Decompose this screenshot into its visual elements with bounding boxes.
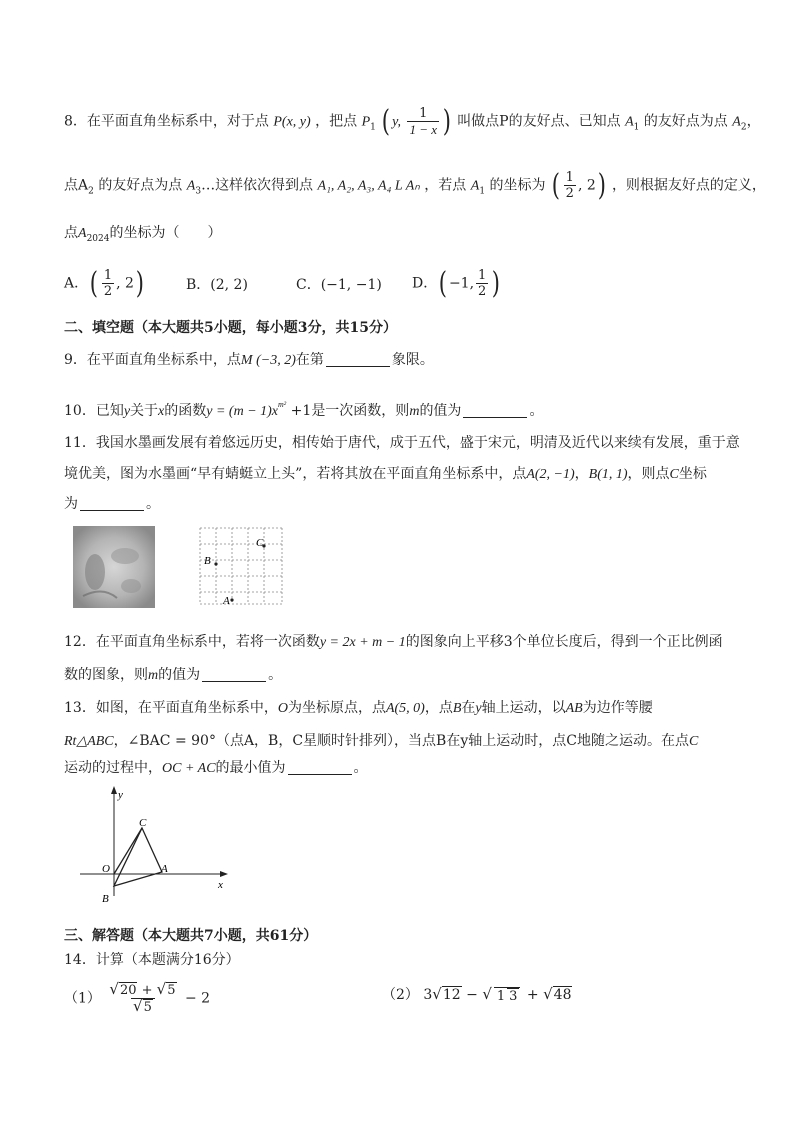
- point-a2024: A: [78, 226, 87, 241]
- point-a: A(2, −1): [526, 467, 575, 482]
- right-paren: ): [492, 265, 501, 301]
- q11-line1: 11．我国水墨画发展有着悠远历史，相传始于唐代，成于五代，盛于宋元，明清及近代以来续有发展，重于意: [64, 435, 740, 451]
- q11-line2: [64, 464, 707, 485]
- var-y: y,: [392, 114, 402, 130]
- answer-blank[interactable]: [202, 667, 266, 682]
- q12-text: 数的图象，则: [64, 667, 148, 683]
- subscript: 2024: [86, 234, 110, 244]
- option-c[interactable]: [296, 274, 382, 294]
- q13-line1: [64, 698, 653, 719]
- q11-text: 为: [64, 496, 78, 512]
- label-x: x: [218, 879, 223, 891]
- radicand: 5: [167, 983, 176, 998]
- option-b[interactable]: [186, 274, 248, 294]
- q13-line3: [64, 758, 368, 779]
- q12-line2: [64, 665, 282, 686]
- label-c: C: [139, 817, 147, 829]
- fraction: [102, 268, 114, 299]
- right-paren: ): [135, 265, 144, 301]
- label-o: O: [102, 863, 110, 875]
- ink-painting-image: [73, 526, 155, 608]
- left-paren: (: [438, 265, 448, 301]
- q9-text: 在第: [295, 352, 324, 368]
- q8-line3: [64, 223, 221, 249]
- q8-line2: [64, 167, 766, 203]
- subscript: 3: [195, 186, 202, 197]
- q13-text: 轴上运动，以: [481, 700, 566, 716]
- var-x: x: [158, 404, 165, 419]
- subscript: 1: [370, 122, 376, 133]
- denominator: 2: [103, 284, 113, 299]
- section-heading-2: 二、填空题（本大题共5小题，每小题3分，共15分）: [64, 320, 397, 336]
- q13-text: 在: [461, 700, 476, 716]
- point-a: A(5, 0): [385, 701, 425, 716]
- point-c: C: [688, 734, 699, 749]
- point-a3: A: [186, 178, 196, 194]
- answer-blank[interactable]: [80, 496, 144, 511]
- denominator: 2: [478, 284, 487, 299]
- fraction: [476, 268, 488, 299]
- radicand: 12: [442, 987, 461, 1003]
- var-m: m: [148, 668, 159, 683]
- q10-text: 的值为: [419, 403, 462, 419]
- point-a1: A: [625, 114, 634, 130]
- q13-text: 运动的过程中，: [64, 760, 162, 776]
- numerator: 1: [496, 988, 506, 1004]
- q12-line1: [64, 632, 723, 653]
- numerator: 1: [478, 268, 487, 283]
- q13-text: 的最小值为: [215, 760, 286, 776]
- q12-text: 。: [268, 667, 283, 683]
- subscript: 1: [633, 122, 640, 133]
- radicand: 48: [553, 987, 572, 1003]
- expression: − 2: [180, 990, 211, 1007]
- triangle-abc: [114, 828, 162, 886]
- triangle-abc: Rt△ABC: [64, 734, 114, 749]
- q8-text: 8．在平面直角坐标系中，对于点: [64, 113, 269, 130]
- numerator: √20 + √5: [109, 980, 176, 998]
- function-expr: y = 2x + m − 1: [319, 635, 406, 650]
- subscript: 2: [740, 122, 747, 133]
- coord-value: , 2: [116, 275, 134, 292]
- grid-label-c: C: [256, 537, 264, 549]
- coord-value: , 2: [577, 177, 596, 194]
- q10-text: 。: [529, 403, 544, 419]
- q13-text: 13．如图，在平面直角坐标系中，: [64, 700, 278, 716]
- point-b: B: [452, 701, 462, 716]
- var-y: y: [475, 701, 482, 716]
- coord-value: −1,: [448, 275, 475, 292]
- option-text: B．(2, 2): [186, 277, 248, 293]
- coefficient: 3: [423, 987, 433, 1003]
- q10-text: 关于: [130, 403, 159, 419]
- left-paren: (: [382, 103, 391, 139]
- q8-text: 的坐标为（ ）: [109, 225, 222, 241]
- q11-text: ，: [574, 466, 589, 482]
- x-axis-arrow: [220, 871, 228, 877]
- denominator: 2: [565, 186, 574, 201]
- function-expr: +1: [286, 403, 312, 419]
- denominator: 1 − x: [409, 122, 438, 137]
- q9-text: 9．在平面直角坐标系中，点: [64, 352, 241, 368]
- q14-title: 14．计算（本题满分16分）: [64, 952, 240, 968]
- q8-text: ，: [746, 113, 761, 130]
- q12-text: 的图象向上平移3个单位长度后，得到一个正比例函: [405, 634, 723, 650]
- point-m: M (−3, 2): [240, 353, 296, 368]
- var-m: m: [409, 404, 420, 419]
- section-heading-3: 三、解答题（本大题共7小题，共61分）: [64, 928, 318, 944]
- q14-part1: [64, 982, 210, 1015]
- radicand: 5: [143, 1000, 152, 1015]
- operator: +: [137, 983, 157, 998]
- subscript: 2: [88, 186, 94, 197]
- label-y: y: [118, 789, 123, 801]
- q13-text: ，点: [424, 700, 453, 716]
- q12-text: 的值为: [158, 667, 201, 683]
- q11-text: 坐标: [678, 466, 707, 482]
- fraction: [564, 170, 576, 201]
- expression: OC + AC: [162, 761, 216, 776]
- answer-blank[interactable]: [326, 352, 390, 367]
- q11-text: 境优美，图为水墨画“早有蜻蜓立上头”，若将其放在平面直角坐标系中，点: [64, 466, 527, 482]
- q8-text: 的友好点为点: [643, 113, 728, 130]
- var-y: y: [123, 404, 131, 419]
- option-d[interactable]: [412, 265, 502, 301]
- option-label: D．: [412, 275, 438, 292]
- right-paren: ): [597, 167, 606, 203]
- q10: [64, 395, 543, 422]
- point-c: C: [669, 467, 679, 482]
- q8-text: 叫做点P的友好点、已知点: [457, 113, 621, 130]
- q13-text: 为边作等腰: [582, 700, 653, 716]
- point-a1: A: [470, 178, 480, 194]
- q8-line1: [64, 103, 761, 139]
- q8-text: …这样依次得到点: [201, 177, 314, 194]
- numerator: 1: [419, 106, 428, 121]
- left-paren: (: [89, 265, 99, 301]
- q10-text: 的函数: [164, 403, 207, 419]
- triangle-figure: [78, 784, 238, 914]
- fraction: [407, 106, 439, 137]
- q13-text: 。: [353, 760, 368, 776]
- q9: [64, 350, 434, 371]
- q13-text: ，∠BAC = 90°（点A，B，C星顺时针排列），当点B在y轴上运动时，点C地随之运动。在点: [113, 733, 689, 749]
- q8-text: 的坐标为: [489, 177, 546, 194]
- exponent: m²: [278, 400, 287, 409]
- q8-text: 点A: [64, 177, 89, 194]
- point-sequence: A₁, A₂, A₃, A₄ L Aₙ: [317, 178, 420, 194]
- q14-part2: （2） 3√12 − √ 1 3 + √48: [382, 985, 572, 1004]
- answer-blank[interactable]: [463, 403, 527, 418]
- var-o: O: [277, 701, 288, 716]
- q8-text: 点: [64, 225, 78, 241]
- part-label: （2）: [382, 987, 419, 1003]
- option-label: A．: [64, 275, 89, 292]
- q8-text: 的友好点为点: [98, 177, 183, 194]
- function-expr: y = (m − 1)x: [206, 404, 279, 419]
- q13-line2: [64, 731, 698, 752]
- left-paren: (: [551, 167, 560, 203]
- option-text: C．(−1, −1): [296, 277, 382, 293]
- point-b: B(1, 1): [588, 467, 628, 482]
- operator: +: [522, 987, 544, 1003]
- q9-text: 象限。: [391, 352, 434, 368]
- q8-text: ，若点: [424, 177, 467, 194]
- label-a: A: [161, 863, 168, 875]
- q11-line3: [64, 494, 160, 514]
- part-label: （1）: [64, 990, 101, 1007]
- grid-label-a: A: [223, 595, 230, 607]
- segment-oc: [114, 828, 142, 874]
- operator: −: [461, 987, 483, 1003]
- fraction: [494, 987, 521, 1004]
- q13-text: 为坐标原点，点: [287, 700, 386, 716]
- subscript: 1: [479, 186, 486, 197]
- grid-label-b: B: [204, 555, 211, 567]
- numerator: 1: [103, 268, 113, 283]
- fraction: [107, 982, 178, 1015]
- point-p1: P: [361, 114, 371, 130]
- point-p: P(x, y): [273, 114, 311, 130]
- point-a2: A: [732, 114, 741, 130]
- q11-text: 。: [146, 496, 160, 512]
- segment-ab: AB: [565, 701, 583, 716]
- q8-text: ，把点: [315, 113, 358, 130]
- q8-text: ，则根据友好点的定义，: [611, 177, 766, 194]
- q10-text: 10．已知: [64, 403, 124, 419]
- q10-text: 是一次函数，则: [311, 403, 410, 419]
- right-paren: ): [442, 103, 451, 139]
- radicand: 20: [119, 983, 137, 998]
- q11-text: ，则点: [627, 466, 670, 482]
- y-axis-arrow: [111, 786, 117, 794]
- label-b: B: [102, 893, 109, 905]
- q12-text: 12．在平面直角坐标系中，若将一次函数: [64, 634, 320, 650]
- coordinate-grid-figure: [196, 524, 286, 608]
- option-a[interactable]: [64, 265, 146, 301]
- denominator: 3: [509, 988, 518, 1004]
- denominator: √5: [131, 998, 155, 1015]
- answer-blank[interactable]: [288, 760, 352, 775]
- numerator: 1: [565, 170, 574, 185]
